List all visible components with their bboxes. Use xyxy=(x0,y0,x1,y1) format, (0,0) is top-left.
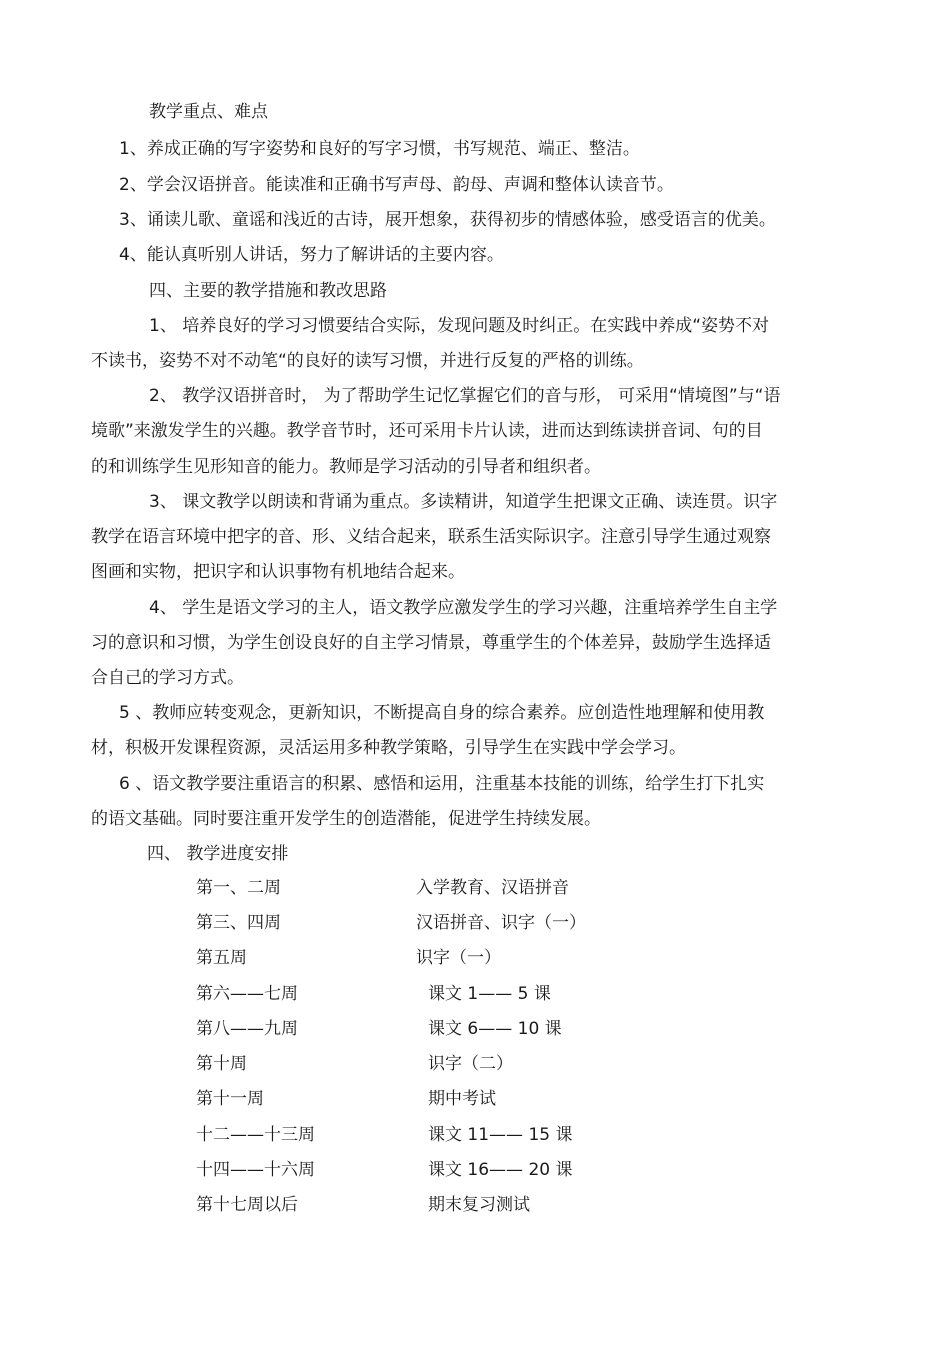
schedule-content: 课文 6—— 10 课 xyxy=(428,1019,562,1039)
paragraph-line: 图画和实物，把识字和认识事物有机地结合起来。 xyxy=(91,562,465,582)
paragraph-line: 习的意识和习惯，为学生创设良好的自主学习情景，尊重学生的个体差异，鼓励学生选择适 xyxy=(91,633,771,653)
schedule-row xyxy=(0,1159,950,1181)
paragraph-line: 不读书，姿势不对不动笔“的良好的读写习惯，并进行反复的严格的训练。 xyxy=(91,351,644,371)
paragraph-line: 3、 课文教学以朗读和背诵为重点。多读精讲，知道学生把课文正确、读连贯。识字 xyxy=(149,492,778,512)
schedule-row xyxy=(0,1088,950,1110)
schedule-content: 期末复习测试 xyxy=(428,1195,530,1215)
key-point-item: 2、学会汉语拼音。能读准和正确书写声母、韵母、声调和整体认读音节。 xyxy=(119,175,674,195)
schedule-row xyxy=(0,983,950,1005)
schedule-row xyxy=(0,877,950,899)
schedule-week: 第六——七周 xyxy=(196,984,298,1004)
key-point-item: 4、能认真听别人讲话，努力了解讲话的主要内容。 xyxy=(119,245,504,265)
schedule-content: 汉语拼音、识字（一） xyxy=(416,913,586,933)
paragraph-line: 5 、教师应转变观念，更新知识，不断提高自身的综合素养。应创造性地理解和使用教 xyxy=(119,703,765,723)
key-point-item: 3、诵读儿歌、童谣和浅近的古诗，展开想象，获得初步的情感体验，感受语言的优美。 xyxy=(119,210,776,230)
schedule-content: 课文 1—— 5 课 xyxy=(428,984,551,1004)
paragraph-line: 合自己的学习方式。 xyxy=(91,668,244,688)
paragraph-line: 境歌”来激发学生的兴趣。教学音节时，还可采用卡片认读，进而达到练读拼音词、句的目 xyxy=(91,421,763,441)
schedule-week: 十二——十三周 xyxy=(196,1125,315,1145)
paragraph-line: 教学在语言环境中把字的音、形、义结合起来，联系生活实际识字。注意引导学生通过观察 xyxy=(91,527,771,547)
schedule-content: 入学教育、汉语拼音 xyxy=(416,878,569,898)
paragraph-line: 材，积极开发课程资源，灵活运用多种教学策略，引导学生在实践中学会学习。 xyxy=(91,738,686,758)
schedule-content: 识字（一） xyxy=(416,948,501,968)
schedule-week: 十四——十六周 xyxy=(196,1160,315,1180)
paragraph-line: 4、 学生是语文学习的主人，语文教学应激发学生的学习兴趣，注重培养学生自主学 xyxy=(149,598,778,618)
measures-heading: 四、主要的教学措施和教改思路 xyxy=(149,281,387,301)
schedule-content: 课文 16—— 20 课 xyxy=(428,1160,573,1180)
paragraph-line: 2、 教学汉语拼音时， 为了帮助学生记忆掌握它们的音与形， 可采用“情境图”与“语 xyxy=(149,386,781,406)
schedule-week: 第一、二周 xyxy=(196,878,281,898)
schedule-row xyxy=(0,1053,950,1075)
schedule-week: 第五周 xyxy=(196,948,247,968)
schedule-row xyxy=(0,947,950,969)
paragraph-line: 6 、语文教学要注重语言的积累、感悟和运用，注重基本技能的训练，给学生打下扎实 xyxy=(119,774,765,794)
key-points-heading: 教学重点、难点 xyxy=(149,102,268,122)
schedule-week: 第三、四周 xyxy=(196,913,281,933)
schedule-content: 识字（二） xyxy=(428,1054,513,1074)
schedule-row xyxy=(0,1018,950,1040)
schedule-row xyxy=(0,1124,950,1146)
key-point-item: 1、养成正确的写字姿势和良好的写字习惯，书写规范、端正、整洁。 xyxy=(119,139,640,159)
schedule-content: 期中考试 xyxy=(428,1089,496,1109)
paragraph-line: 1、 培养良好的学习习惯要结合实际，发现问题及时纠正。在实践中养成“姿势不对 xyxy=(149,316,770,336)
schedule-content: 课文 11—— 15 课 xyxy=(428,1125,573,1145)
paragraph-line: 的和训练学生见形知音的能力。教师是学习活动的引导者和组织者。 xyxy=(91,457,601,477)
schedule-week: 第十周 xyxy=(196,1054,247,1074)
schedule-week: 第八——九周 xyxy=(196,1019,298,1039)
schedule-week: 第十一周 xyxy=(196,1089,264,1109)
paragraph-line: 的语文基础。同时要注重开发学生的创造潜能，促进学生持续发展。 xyxy=(91,809,601,829)
schedule-week: 第十七周以后 xyxy=(196,1195,298,1215)
schedule-heading: 四、 教学进度安排 xyxy=(147,844,289,864)
schedule-row xyxy=(0,1194,950,1216)
schedule-row xyxy=(0,912,950,934)
